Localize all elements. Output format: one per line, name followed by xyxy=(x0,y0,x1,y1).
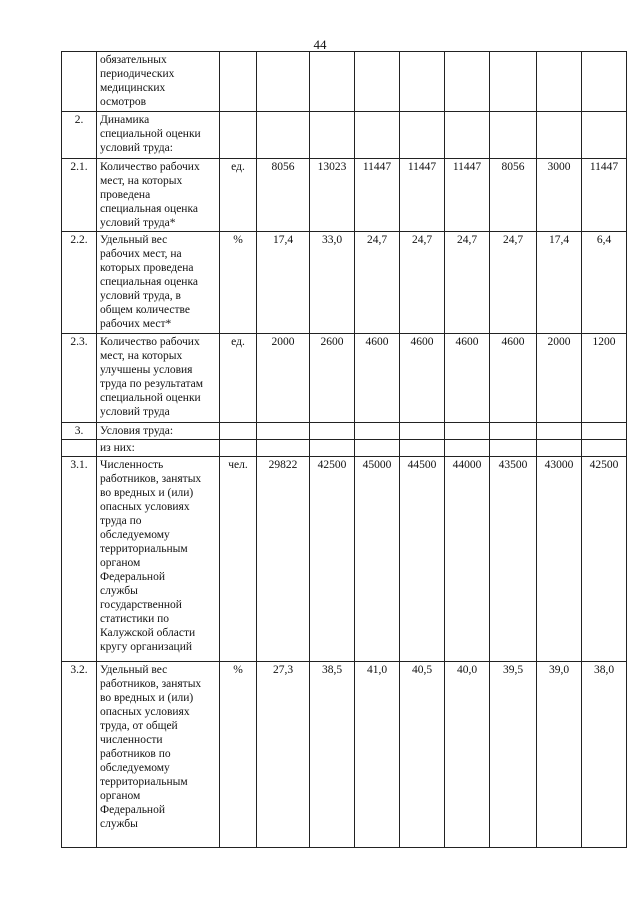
value-cell: 41,0 xyxy=(355,662,400,848)
value-cell xyxy=(537,440,582,457)
value-cell xyxy=(257,52,310,112)
value-cell: 44500 xyxy=(400,457,445,662)
value-cell: 2000 xyxy=(257,334,310,423)
row-number: 3. xyxy=(62,423,97,440)
value-cell xyxy=(257,440,310,457)
indicators-table xyxy=(61,51,627,848)
value-cell: 8056 xyxy=(490,159,537,232)
value-cell xyxy=(490,440,537,457)
unit-cell: % xyxy=(220,232,257,334)
value-cell xyxy=(257,112,310,159)
value-cell xyxy=(310,440,355,457)
unit-cell: % xyxy=(220,662,257,848)
page-number: 44 xyxy=(313,37,327,52)
unit-cell: ед. xyxy=(220,334,257,423)
indicator-name: из них: xyxy=(100,442,135,454)
row-number: 2.3. xyxy=(62,334,97,423)
indicator-name-cell xyxy=(97,159,220,232)
value-cell: 11447 xyxy=(445,159,490,232)
indicator-name: Удельный вес работников, занятых во вредных и (или) опасных условиях труда, от общей численности работников по обследуемому территориальным органом Федеральной службы xyxy=(100,664,202,830)
unit-cell: чел. xyxy=(220,457,257,662)
row-number: 2. xyxy=(62,112,97,159)
value-cell: 17,4 xyxy=(537,232,582,334)
value-cell: 38,5 xyxy=(310,662,355,848)
indicator-name-cell xyxy=(97,112,220,159)
table-row xyxy=(62,232,627,334)
table-row xyxy=(62,334,627,423)
value-cell: 11447 xyxy=(355,159,400,232)
table-row xyxy=(62,440,627,457)
value-cell: 3000 xyxy=(537,159,582,232)
value-cell xyxy=(537,52,582,112)
value-cell: 24,7 xyxy=(490,232,537,334)
value-cell xyxy=(490,112,537,159)
value-cell: 4600 xyxy=(400,334,445,423)
value-cell: 40,5 xyxy=(400,662,445,848)
value-cell: 38,0 xyxy=(582,662,627,848)
row-number: 3.2. xyxy=(62,662,97,848)
table-row xyxy=(62,662,627,848)
value-cell: 42500 xyxy=(310,457,355,662)
unit-cell xyxy=(220,112,257,159)
value-cell: 39,0 xyxy=(537,662,582,848)
value-cell xyxy=(490,52,537,112)
indicator-name-cell xyxy=(97,662,220,848)
value-cell xyxy=(582,52,627,112)
value-cell xyxy=(355,52,400,112)
value-cell xyxy=(355,423,400,440)
table-row xyxy=(62,159,627,232)
value-cell xyxy=(582,112,627,159)
value-cell: 4600 xyxy=(445,334,490,423)
value-cell: 8056 xyxy=(257,159,310,232)
indicator-name: Динамика специальной оценки условий труда: xyxy=(100,114,201,154)
row-number: 3.1. xyxy=(62,457,97,662)
row-number: 2.2. xyxy=(62,232,97,334)
indicator-name-cell xyxy=(97,232,220,334)
value-cell: 4600 xyxy=(490,334,537,423)
indicator-name-cell xyxy=(97,423,220,440)
unit-cell: ед. xyxy=(220,159,257,232)
indicator-name-cell xyxy=(97,457,220,662)
value-cell: 40,0 xyxy=(445,662,490,848)
value-cell: 2000 xyxy=(537,334,582,423)
value-cell xyxy=(400,112,445,159)
value-cell xyxy=(445,423,490,440)
indicator-name: Удельный вес рабочих мест, на которых проведена специальная оценка условий труда, в общем количестве рабочих мест* xyxy=(100,234,198,330)
value-cell xyxy=(445,112,490,159)
value-cell: 24,7 xyxy=(400,232,445,334)
value-cell: 4600 xyxy=(355,334,400,423)
indicator-name: Условия труда: xyxy=(100,425,174,437)
value-cell: 11447 xyxy=(400,159,445,232)
row-number xyxy=(62,440,97,457)
value-cell xyxy=(582,423,627,440)
value-cell: 13023 xyxy=(310,159,355,232)
value-cell: 39,5 xyxy=(490,662,537,848)
indicator-name-cell xyxy=(97,52,220,112)
indicator-name: Количество рабочих мест, на которых проведена специальная оценка условий труда* xyxy=(100,161,200,229)
indicator-name-cell xyxy=(97,334,220,423)
unit-cell xyxy=(220,423,257,440)
value-cell: 11447 xyxy=(582,159,627,232)
value-cell: 27,3 xyxy=(257,662,310,848)
value-cell: 6,4 xyxy=(582,232,627,334)
value-cell xyxy=(400,423,445,440)
value-cell xyxy=(490,423,537,440)
row-number: 2.1. xyxy=(62,159,97,232)
value-cell: 17,4 xyxy=(257,232,310,334)
value-cell xyxy=(445,52,490,112)
table-row xyxy=(62,52,627,112)
unit-cell xyxy=(220,440,257,457)
value-cell: 2600 xyxy=(310,334,355,423)
table-row xyxy=(62,112,627,159)
value-cell: 43500 xyxy=(490,457,537,662)
value-cell: 29822 xyxy=(257,457,310,662)
unit-cell xyxy=(220,52,257,112)
value-cell xyxy=(582,440,627,457)
value-cell xyxy=(537,423,582,440)
value-cell xyxy=(400,440,445,457)
value-cell xyxy=(310,52,355,112)
value-cell: 24,7 xyxy=(445,232,490,334)
indicator-name-cell xyxy=(97,440,220,457)
value-cell xyxy=(257,423,310,440)
value-cell xyxy=(400,52,445,112)
value-cell xyxy=(355,112,400,159)
indicator-name: Количество рабочих мест, на которых улучшены условия труда по результатам специальной оценки условий труда xyxy=(100,336,204,418)
value-cell xyxy=(355,440,400,457)
value-cell: 33,0 xyxy=(310,232,355,334)
value-cell xyxy=(445,440,490,457)
indicator-name: обязательных периодических медицинских осмотров xyxy=(100,54,175,108)
indicator-name: Численность работников, занятых во вредных и (или) опасных условиях труда по обследуемому территориальным органом Федеральной службы государственной статистики по Калужской области кругу организаций xyxy=(100,459,202,653)
value-cell: 43000 xyxy=(537,457,582,662)
table-row xyxy=(62,423,627,440)
table-row xyxy=(62,457,627,662)
value-cell: 24,7 xyxy=(355,232,400,334)
value-cell: 1200 xyxy=(582,334,627,423)
value-cell: 44000 xyxy=(445,457,490,662)
value-cell xyxy=(310,112,355,159)
row-number xyxy=(62,52,97,112)
value-cell: 45000 xyxy=(355,457,400,662)
value-cell: 42500 xyxy=(582,457,627,662)
value-cell xyxy=(537,112,582,159)
value-cell xyxy=(310,423,355,440)
